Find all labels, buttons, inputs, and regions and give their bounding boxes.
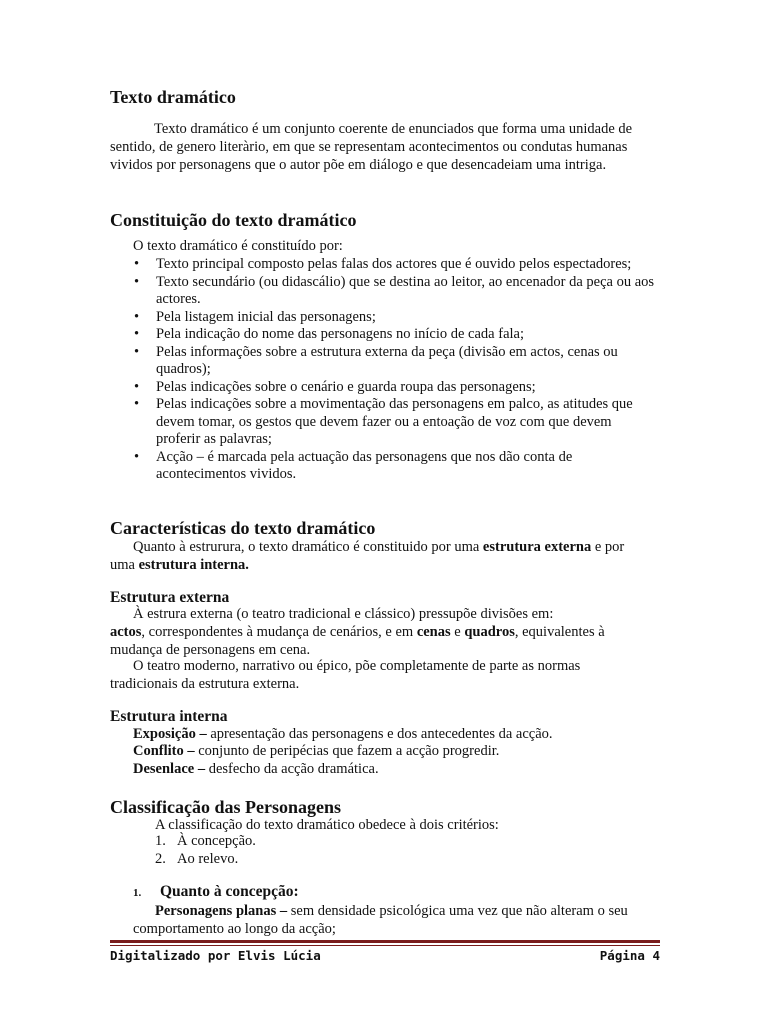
heading-estrutura-externa: Estrutura externa xyxy=(110,589,230,606)
list-item: • Pela listagem inicial das personagens; xyxy=(134,308,376,325)
heading-texto-dramatico: Texto dramático xyxy=(110,87,236,107)
subheading-quanto-concepcao: 1. Quanto à concepção: xyxy=(133,883,299,900)
estrutura-interna-item: Conflito – conjunto de peripécias que fazem a acção progredir. xyxy=(133,743,500,759)
estrutura-interna-item: Exposição – apresentação das personagens e dos antecedentes da acção. xyxy=(133,726,553,742)
list-item: 2. Ao relevo. xyxy=(155,850,239,867)
estrutura-externa-line2: actos, correspondentes à mudança de cenários, e em cenas e quadros, equivalentes à mudança de personagens em cena. xyxy=(110,624,605,658)
classificacao-intro: A classificação do texto dramático obedece à dois critérios: xyxy=(155,817,499,833)
constituicao-intro: O texto dramático é constituído por: xyxy=(133,238,343,254)
caracteristicas-paragraph: Quanto à estrurura, o texto dramático é constituido por uma estrutura externa e por uma estrutura interna. xyxy=(110,539,625,573)
estrutura-externa-paragraph2: O teatro moderno, narrativo ou épico, põe completamente de parte as normas tradicionais da estrutura externa. xyxy=(110,658,581,692)
heading-constituicao: Constituição do texto dramático xyxy=(110,210,357,230)
list-item: • Pela indicação do nome das personagens no início de cada fala; xyxy=(134,326,525,342)
constituicao-list xyxy=(130,256,655,484)
list-item: • Texto principal composto pelas falas dos actores que é ouvido pelos espectadores; xyxy=(134,256,632,272)
estrutura-externa-line1: À estrura externa (o teatro tradicional e clássico) pressupõe divisões em: xyxy=(133,606,554,622)
heading-classificacao: Classificação das Personagens xyxy=(110,797,341,817)
page-number: Página 4 xyxy=(599,948,660,963)
list-item: • Pelas informações sobre a estrutura externa da peça (divisão em actos, cenas ou quadros); xyxy=(134,343,618,377)
estrutura-interna-item: Desenlace – desfecho da acção dramática. xyxy=(133,761,379,777)
footer-rule xyxy=(110,940,660,943)
footer-rule-thin xyxy=(110,945,660,946)
footer-credit: Digitalizado por Elvis Lúcia xyxy=(110,948,321,963)
classificacao-list xyxy=(155,833,256,868)
heading-caracteristicas: Características do texto dramático xyxy=(110,518,376,538)
list-item: • Acção – é marcada pela actuação das personagens que nos dão conta de acontecimentos vividos. xyxy=(134,448,573,482)
heading-estrutura-interna: Estrutura interna xyxy=(110,708,228,725)
page-footer xyxy=(110,948,660,968)
paragraph-definition: Texto dramático é um conjunto coerente de enunciados que forma uma unidade de sentido, de genero literàrio, em que se representam acontecimentos ou condutas humanas vividos por personagens que o autor põe em diálogo e que desencadeiam uma intriga. xyxy=(110,121,633,173)
list-item: • Texto secundário (ou didascálio) que se destina ao leitor, ao encenador da peça ou aos actores. xyxy=(134,273,655,307)
personagens-planas-paragraph: Personagens planas – sem densidade psicológica uma vez que não alteram o seu comportamento ao longo da acção; xyxy=(133,903,628,937)
list-item: 1. À concepção. xyxy=(155,833,256,849)
list-item: • Pelas indicações sobre o cenário e guarda roupa das personagens; xyxy=(134,378,536,395)
list-item: • Pelas indicações sobre a movimentação das personagens em palco, as atitudes que devem tomar, os gestos que devem fazer ou a entoação de voz com que devem proferir as palavras; xyxy=(134,396,633,447)
